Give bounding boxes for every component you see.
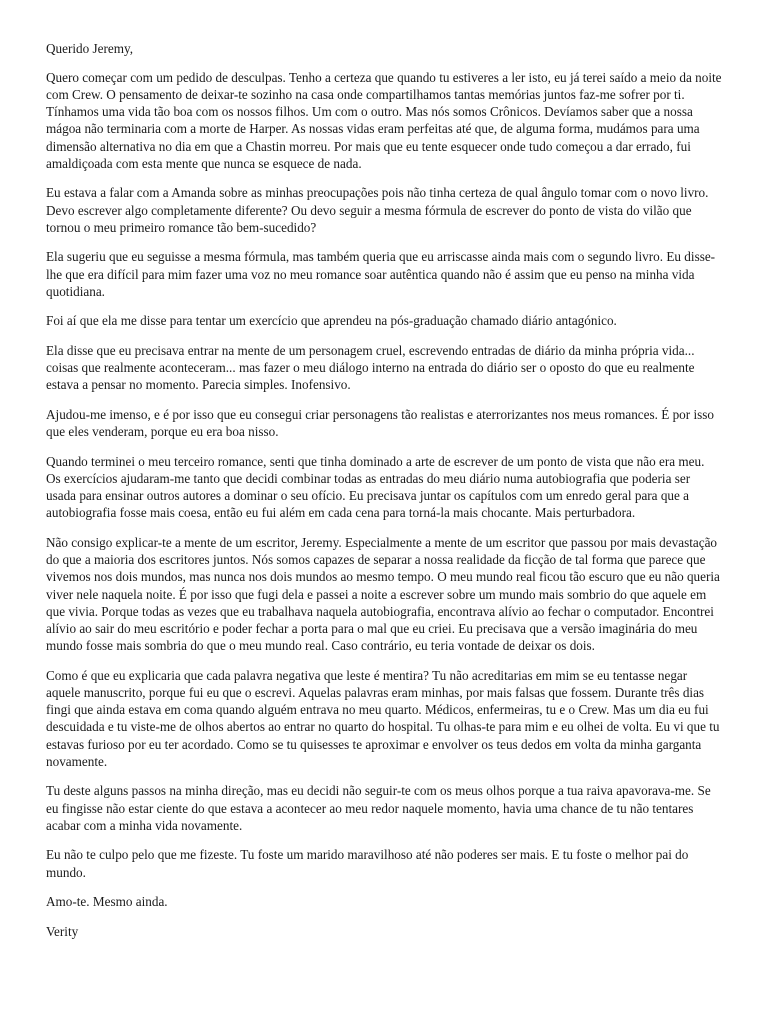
letter-paragraph: Como é que eu explicaria que cada palavra negativa que leste é mentira? Tu não acreditarias em mim se eu tentasse negar aquele manuscrito, porque fui eu que o escrevi. Aquelas palavras eram minhas, por mais falsas que fossem. Durante três dias fingi que ainda estava em coma quando alguém entrava no meu quarto. Médicos, enfermeiras, tu e o Crew. Mas um dia eu fui descuidada e tu viste-me de olhos abertos ao entrar no quarto do hospital. Tu olhas-te para mim e eu olhei de volta. Eu vi que tu estavas furioso por eu ter acordado. Como se tu quisesses te aproximar e envolver os teus dedos em volta da minha garganta novamente. [46,667,720,769]
letter-paragraph: Quando terminei o meu terceiro romance, senti que tinha dominado a arte de escrever de um ponto de vista que não era meu. Os exercícios ajudaram-me tanto que decidi combinar todas as entradas do meu diário numa autobiografia que poderia ser usada para ensinar outros autores a dominar o seu ofício. Eu precisava juntar os capítulos com um enredo geral para que a autobiografia fosse mais coesa, então eu fui além em cada cena para torná-la mais chocante. Mais perturbadora. [46,453,705,521]
letter-salutation: Querido Jeremy, [46,41,134,56]
letter-paragraph: Não consigo explicar-te a mente de um escritor, Jeremy. Especialmente a mente de um escritor que passou por mais devastação do que a maioria dos escritores juntos. Nós somos capazes de separar a nossa realidade da ficção de tal forma que parece que vivemos nos dois mundos, mas nunca nos dois mundos ao mesmo tempo. O meu mundo real ficou tão escuro que eu não queria viver nele naquela noite. É por isso que fugi dela e passei a noite a escrever sobre um mundo mais sombrio do que aquele em que vivia. Porque todas as vezes que eu trabalhava naquela autobiografia, encontrava alívio ao fechar o computador. Encontrei alívio ao sair do meu escritório e poder fechar a porta para o mal que eu criei. Eu precisava que a versão imaginária do meu mundo fosse mais sombria do que o meu mundo real. Caso contrário, eu teria vontade de deixar os dois. [46,535,720,654]
letter-paragraph: Ela sugeriu que eu seguisse a mesma fórmula, mas também queria que eu arriscasse ainda mais com o segundo livro. Eu disse-lhe que era difícil para mim fazer uma voz no meu romance soar autêntica quando não é assim que eu penso na minha vida quotidiana. [46,249,716,299]
letter-paragraph: Ela disse que eu precisava entrar na mente de um personagem cruel, escrevendo entradas de diário da minha própria vida... coisas que realmente aconteceram... mas fazer o meu diálogo interno na entrada do diário ser o oposto do que eu realmente estava a pensar no momento. Parecia simples. Inofensivo. [46,343,695,393]
letter-signature: Verity [46,923,79,939]
letter-paragraph: Eu não te culpo pelo que me fizeste. Tu foste um marido maravilhoso até não poderes ser mais. E tu foste o melhor pai do mundo. [46,847,689,880]
letter-paragraph: Quero começar com um pedido de desculpas. Tenho a certeza que quando tu estiveres a ler isto, eu já terei saído a meio da noite com Crew. O pensamento de deixar-te sozinho na casa onde compartilhamos tantas memórias juntos faz-me sofrer por ti. Tínhamos uma vida tão boa com os nossos filhos. Um com o outro. Mas nós somos Crônicos. Devíamos saber que a nossa mágoa não terminaria com a morte de Harper. As nossas vidas eram perfeitas até que, de alguma forma, mudámos para uma dimensão alternativa no dia em que a Chastin morreu. Por mais que eu tente esquecer onde tudo começou a dar errado, fui amaldiçoada com esta mente que nunca se esquece de nada. [46,69,722,171]
letter-paragraph: Tu deste alguns passos na minha direção, mas eu decidi não seguir-te com os meus olhos porque a tua raiva apavorava-me. Se eu fingisse não estar ciente do que estava a acontecer ao meu redor naquele momento, havia uma chance de tu não tentares acabar com a minha vida novamente. [46,783,711,833]
letter-paragraph: Eu estava a falar com a Amanda sobre as minhas preocupações pois não tinha certeza de qual ângulo tomar com o novo livro. Devo escrever algo completamente diferente? Ou devo seguir a mesma fórmula de escrever do ponto de vista do vilão que tornou o meu primeiro romance tão bem-sucedido? [46,185,709,235]
letter-page [46,40,722,952]
letter-paragraph: Ajudou-me imenso, e é por isso que eu consegui criar personagens tão realistas e aterrorizantes nos meus romances. É por isso que eles venderam, porque eu era boa nisso. [46,407,714,440]
letter-closing: Amo-te. Mesmo ainda. [46,894,168,910]
letter-paragraph: Foi aí que ela me disse para tentar um exercício que aprendeu na pós-graduação chamado diário antagónico. [46,313,617,329]
